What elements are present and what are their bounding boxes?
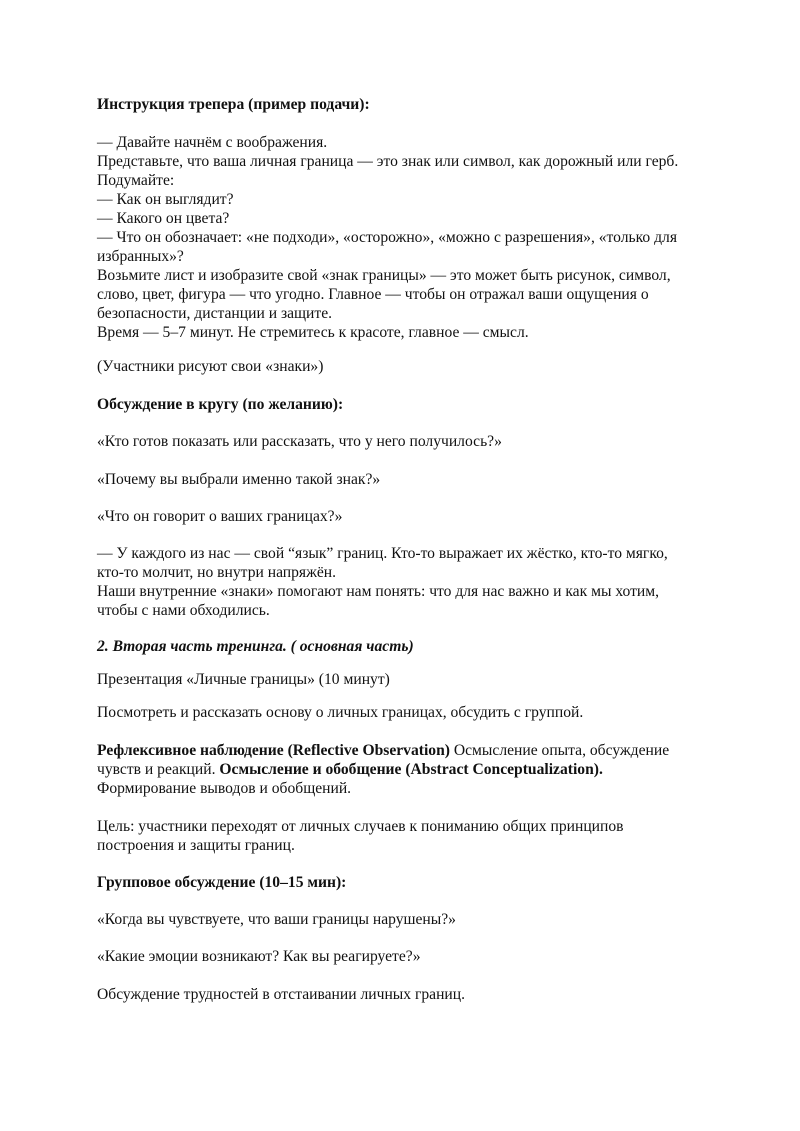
goal-line: Цель: участники переходят от личных случаев к пониманию общих принципов: [97, 818, 624, 835]
presentation-title: Презентация «Личные границы» (10 минут): [97, 671, 390, 688]
group-question: «Какие эмоции возникают? Как вы реагируете?»: [97, 948, 421, 965]
instruction-line: избранных»?: [97, 248, 184, 265]
circle-question: «Что он говорит о ваших границах?»: [97, 508, 343, 525]
goal-paragraph: [97, 817, 717, 855]
heading-circle-discussion: Обсуждение в кругу (по желанию):: [97, 396, 344, 413]
instruction-line: Представьте, что ваша личная граница — это знак или символ, как дорожный или герб.: [97, 153, 679, 170]
language-line: — У каждого из нас — свой “язык” границ. Кто-то выражает их жёстко, кто-то мягко,: [97, 545, 668, 562]
circle-question: «Почему вы выбрали именно такой знак?»: [97, 471, 381, 488]
reflective-observation-term: Рефлексивное наблюдение (Reflective Observation): [97, 742, 450, 759]
instruction-line: слово, цвет, фигура — что угодно. Главное — чтобы он отражал ваши ощущения о: [97, 286, 649, 303]
instruction-line: — Какого он цвета?: [97, 210, 230, 227]
heading-part-two: 2. Вторая часть тренинга. ( основная часть): [97, 638, 414, 655]
reflective-line: [97, 760, 717, 779]
instruction-line: безопасности, дистанции и защите.: [97, 305, 333, 322]
language-line: кто-то молчит, но внутри напряжён.: [97, 564, 337, 581]
instruction-line: Подумайте:: [97, 172, 175, 189]
instruction-line: Возьмите лист и изобразите свой «знак границы» — это может быть рисунок, символ,: [97, 267, 671, 284]
difficulties-text: Обсуждение трудностей в отстаивании личных границ.: [97, 986, 466, 1003]
heading-instruction: Инструкция трепера (пример подачи):: [97, 96, 370, 113]
reflective-line: [97, 741, 717, 760]
language-paragraph: [97, 544, 717, 620]
instruction-line: — Как он выглядит?: [97, 191, 234, 208]
participants-note: (Участники рисуют свои «знаки»): [97, 358, 324, 375]
reflective-line: Формирование выводов и обобщений.: [97, 780, 352, 797]
language-line: чтобы с нами обходились.: [97, 602, 270, 619]
reflective-paragraph: [97, 741, 717, 798]
heading-group-discussion: Групповое обсуждение (10–15 мин):: [97, 874, 347, 891]
language-line: Наши внутренние «знаки» помогают нам понять: что для нас важно и как мы хотим,: [97, 583, 660, 600]
instruction-line: — Давайте начнём с воображения.: [97, 134, 328, 151]
instruction-line: Время — 5–7 минут. Не стремитесь к красоте, главное — смысл.: [97, 324, 529, 341]
reflective-text: чувств и реакций.: [97, 761, 220, 778]
instruction-line: — Что он обозначает: «не подходи», «осторожно», «можно с разрешения», «только для: [97, 229, 678, 246]
instruction-paragraph: [97, 133, 717, 342]
abstract-conceptualization-term: Осмысление и обобщение (Abstract Conceptualization).: [219, 761, 603, 778]
reflective-text: Осмысление опыта, обсуждение: [449, 742, 670, 759]
circle-question: «Кто готов показать или рассказать, что у него получилось?»: [97, 433, 502, 450]
goal-line: построения и защиты границ.: [97, 837, 295, 854]
presentation-task: Посмотреть и рассказать основу о личных границах, обсудить с группой.: [97, 704, 584, 721]
group-question: «Когда вы чувствуете, что ваши границы нарушены?»: [97, 911, 456, 928]
